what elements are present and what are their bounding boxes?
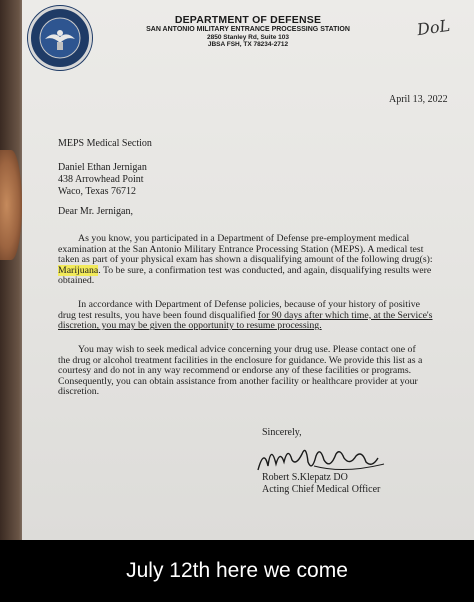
p3-line4: Consequently, you can obtain assistance from another facility or healthcare provider at your xyxy=(58,375,418,387)
handwritten-note: DoL xyxy=(415,15,452,40)
p3-line3: courtesy and do not in any way recommend or endorse any of these facilities or programs. xyxy=(58,365,412,377)
p1-line1: As you know, you participated in a Department of Defense pre-employment medical xyxy=(78,233,410,244)
recipient-address xyxy=(58,138,152,198)
closing: Sincerely, xyxy=(262,427,302,438)
recipient-name: Daniel Ethan Jernigan xyxy=(58,162,147,173)
paragraph-1 xyxy=(58,234,468,287)
meme-caption: July 12th here we come xyxy=(0,540,474,602)
p1-line4 xyxy=(58,266,468,277)
p1-line4-rest: . To be sure, a confirmation test was conducted, and again, disqualifying results were xyxy=(98,264,432,276)
p1-line3: taken as part of your physical exam has shown a disqualifying amount of the following drug(s): xyxy=(58,254,433,266)
p3-line2: the drug or alcohol treatment facilities in the enclosure for guidance. We provide this list as a xyxy=(58,354,423,366)
p2-line2-start: drug test results, you have been found disqualified xyxy=(58,309,258,321)
p1-line2: examination at the San Antonio Military Entrance Processing Station (MEPS). A medical test xyxy=(58,243,424,255)
p2-line3-underlined: discretion, you may be given the opportunity to resume processing. xyxy=(58,320,322,332)
p2-line2-underlined: for 90 days after which time, at the Service's xyxy=(257,309,433,321)
salutation: Dear Mr. Jernigan, xyxy=(58,206,133,217)
letterhead-station: SAN ANTONIO MILITARY ENTRANCE PROCESSING STATION xyxy=(146,26,350,33)
p3-line1: You may wish to seek medical advice concerning your drug use. Please contact one of xyxy=(78,344,416,355)
paragraph-2 xyxy=(58,300,468,332)
signer-block xyxy=(262,472,380,496)
paragraph-3 xyxy=(58,345,468,398)
letterhead-street: 2850 Stanley Rd, Suite 103 xyxy=(206,34,289,41)
signer-title: Acting Chief Medical Officer xyxy=(262,484,381,495)
drug-highlight: Marijuana xyxy=(58,264,99,276)
letter-date: April 13, 2022 xyxy=(389,94,448,105)
recipient-city: Waco, Texas 76712 xyxy=(58,186,137,197)
letterhead-city: JBSA FSH, TX 78234-2712 xyxy=(207,41,289,48)
hand xyxy=(0,150,22,260)
p1-line5: obtained. xyxy=(58,275,95,287)
recipient-street: 438 Arrowhead Point xyxy=(58,174,144,185)
letterhead-department: DEPARTMENT OF DEFENSE xyxy=(174,14,322,26)
recipient-section: MEPS Medical Section xyxy=(58,138,152,149)
letter-paper xyxy=(22,0,474,540)
p3-line5: discretion. xyxy=(58,386,100,398)
p2-line1: In accordance with Department of Defense policies, because of your history of positive xyxy=(78,299,420,310)
signer-name: Robert S.Klepatz DO xyxy=(262,472,348,483)
